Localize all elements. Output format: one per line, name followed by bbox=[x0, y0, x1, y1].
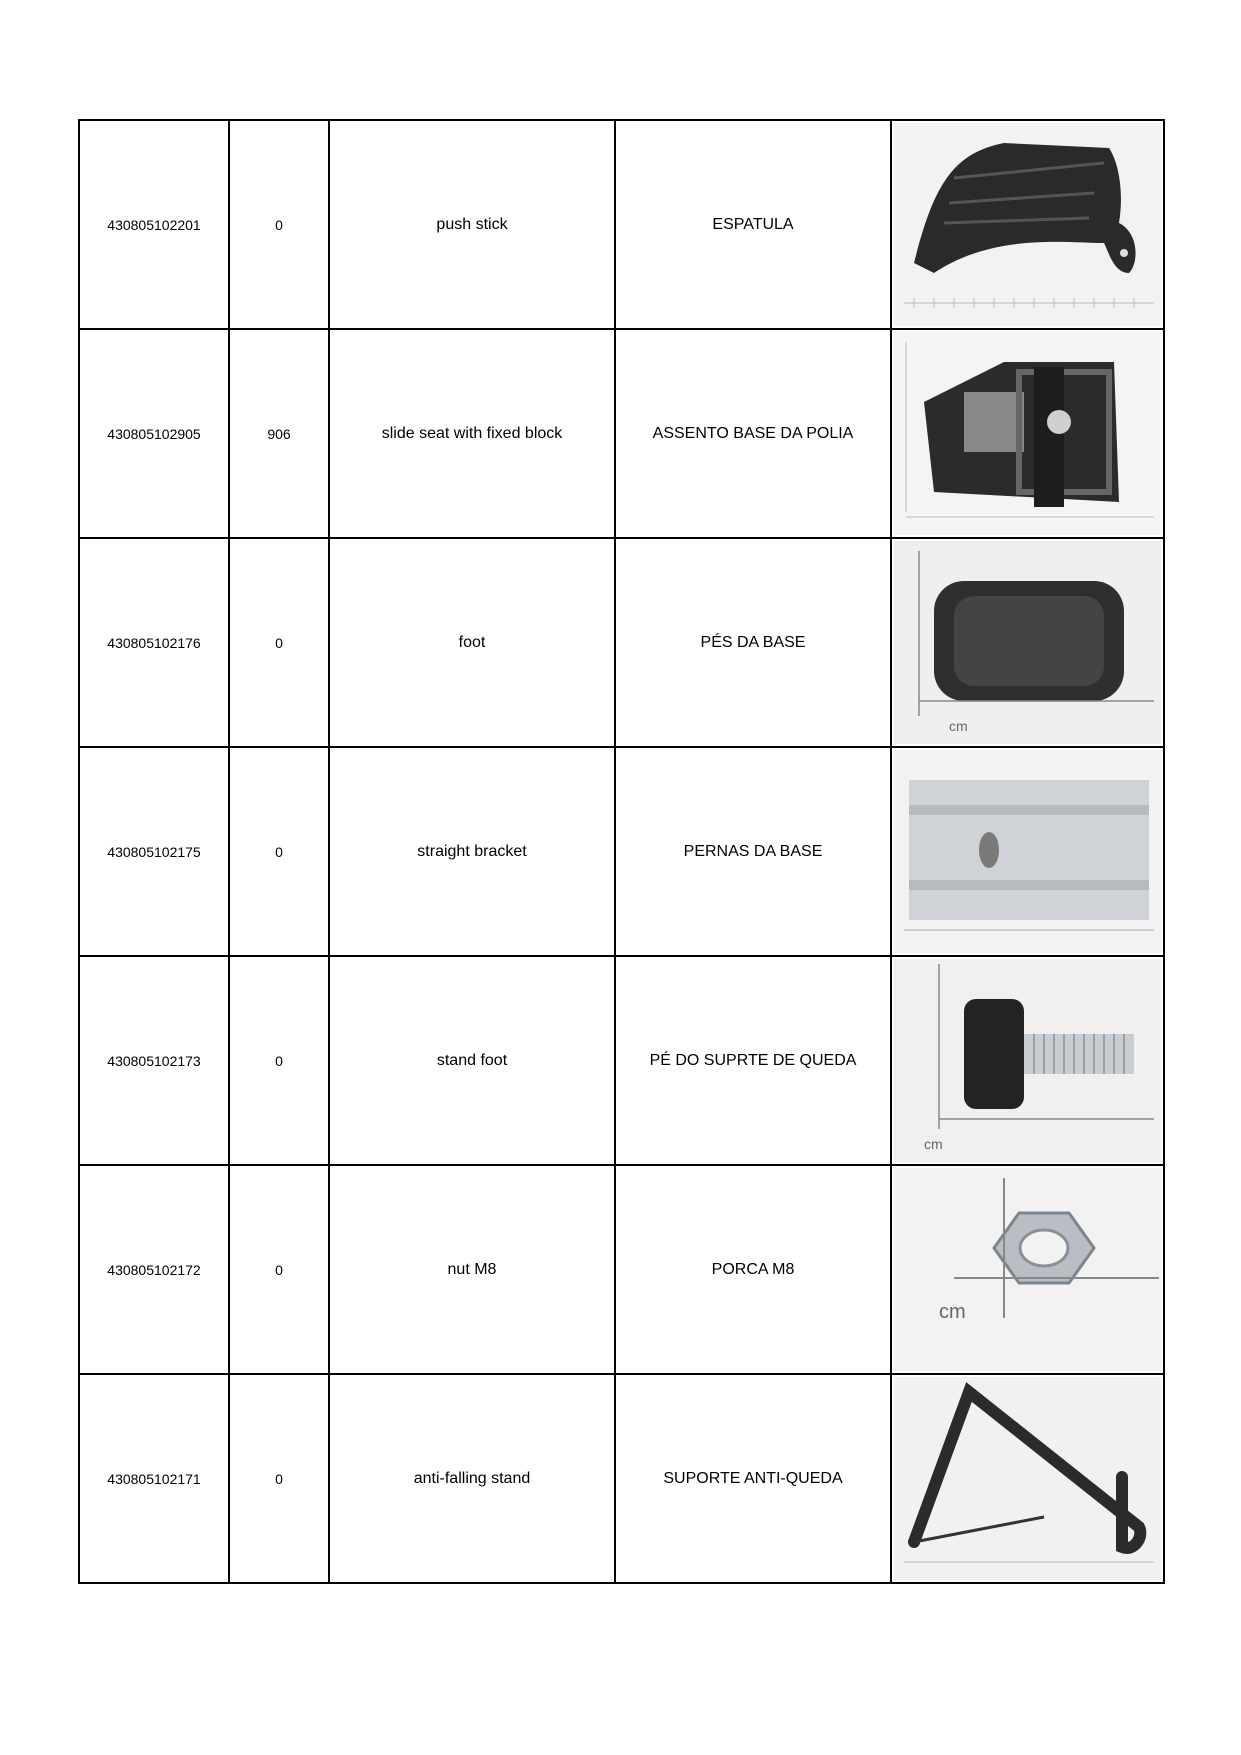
part-code: 430805102905 bbox=[79, 329, 229, 538]
part-version: 906 bbox=[229, 329, 329, 538]
part-name-en: foot bbox=[329, 538, 615, 747]
part-version: 0 bbox=[229, 120, 329, 329]
push-stick-photo bbox=[894, 123, 1161, 326]
nut-photo bbox=[894, 1168, 1161, 1371]
table-row bbox=[79, 1374, 1164, 1583]
part-name-pt: PÉ DO SUPRTE DE QUEDA bbox=[615, 956, 891, 1165]
part-photo-cell bbox=[891, 538, 1164, 747]
part-code: 430805102172 bbox=[79, 1165, 229, 1374]
slide-seat-photo bbox=[894, 332, 1161, 535]
table-row bbox=[79, 120, 1164, 329]
part-name-en: push stick bbox=[329, 120, 615, 329]
table-row bbox=[79, 956, 1164, 1165]
part-version: 0 bbox=[229, 747, 329, 956]
part-code: 430805102201 bbox=[79, 120, 229, 329]
table-row bbox=[79, 1165, 1164, 1374]
part-name-en: stand foot bbox=[329, 956, 615, 1165]
part-code: 430805102175 bbox=[79, 747, 229, 956]
part-photo-cell bbox=[891, 1165, 1164, 1374]
stand-foot-photo bbox=[894, 959, 1161, 1162]
part-name-en: anti-falling stand bbox=[329, 1374, 615, 1583]
part-version: 0 bbox=[229, 538, 329, 747]
part-name-pt: ESPATULA bbox=[615, 120, 891, 329]
part-version: 0 bbox=[229, 956, 329, 1165]
part-name-en: nut M8 bbox=[329, 1165, 615, 1374]
svg-text:cm: cm bbox=[939, 1301, 966, 1323]
anti-falling-stand-photo bbox=[894, 1377, 1161, 1580]
table-row bbox=[79, 329, 1164, 538]
part-photo-cell bbox=[891, 956, 1164, 1165]
part-name-en: slide seat with fixed block bbox=[329, 329, 615, 538]
part-name-pt: SUPORTE ANTI-QUEDA bbox=[615, 1374, 891, 1583]
part-name-pt: ASSENTO BASE DA POLIA bbox=[615, 329, 891, 538]
part-code: 430805102171 bbox=[79, 1374, 229, 1583]
table-row bbox=[79, 538, 1164, 747]
parts-table bbox=[78, 119, 1165, 1584]
part-version: 0 bbox=[229, 1165, 329, 1374]
part-name-en: straight bracket bbox=[329, 747, 615, 956]
part-name-pt: PORCA M8 bbox=[615, 1165, 891, 1374]
part-photo-cell bbox=[891, 120, 1164, 329]
table-row bbox=[79, 747, 1164, 956]
svg-text:cm: cm bbox=[949, 718, 968, 734]
part-photo-cell bbox=[891, 747, 1164, 956]
part-code: 430805102173 bbox=[79, 956, 229, 1165]
part-code: 430805102176 bbox=[79, 538, 229, 747]
part-photo-cell bbox=[891, 329, 1164, 538]
part-photo-cell bbox=[891, 1374, 1164, 1583]
straight-bracket-photo bbox=[894, 750, 1161, 953]
part-name-pt: PERNAS DA BASE bbox=[615, 747, 891, 956]
part-version: 0 bbox=[229, 1374, 329, 1583]
foot-photo bbox=[894, 541, 1161, 744]
part-name-pt: PÉS DA BASE bbox=[615, 538, 891, 747]
svg-text:cm: cm bbox=[924, 1136, 943, 1152]
